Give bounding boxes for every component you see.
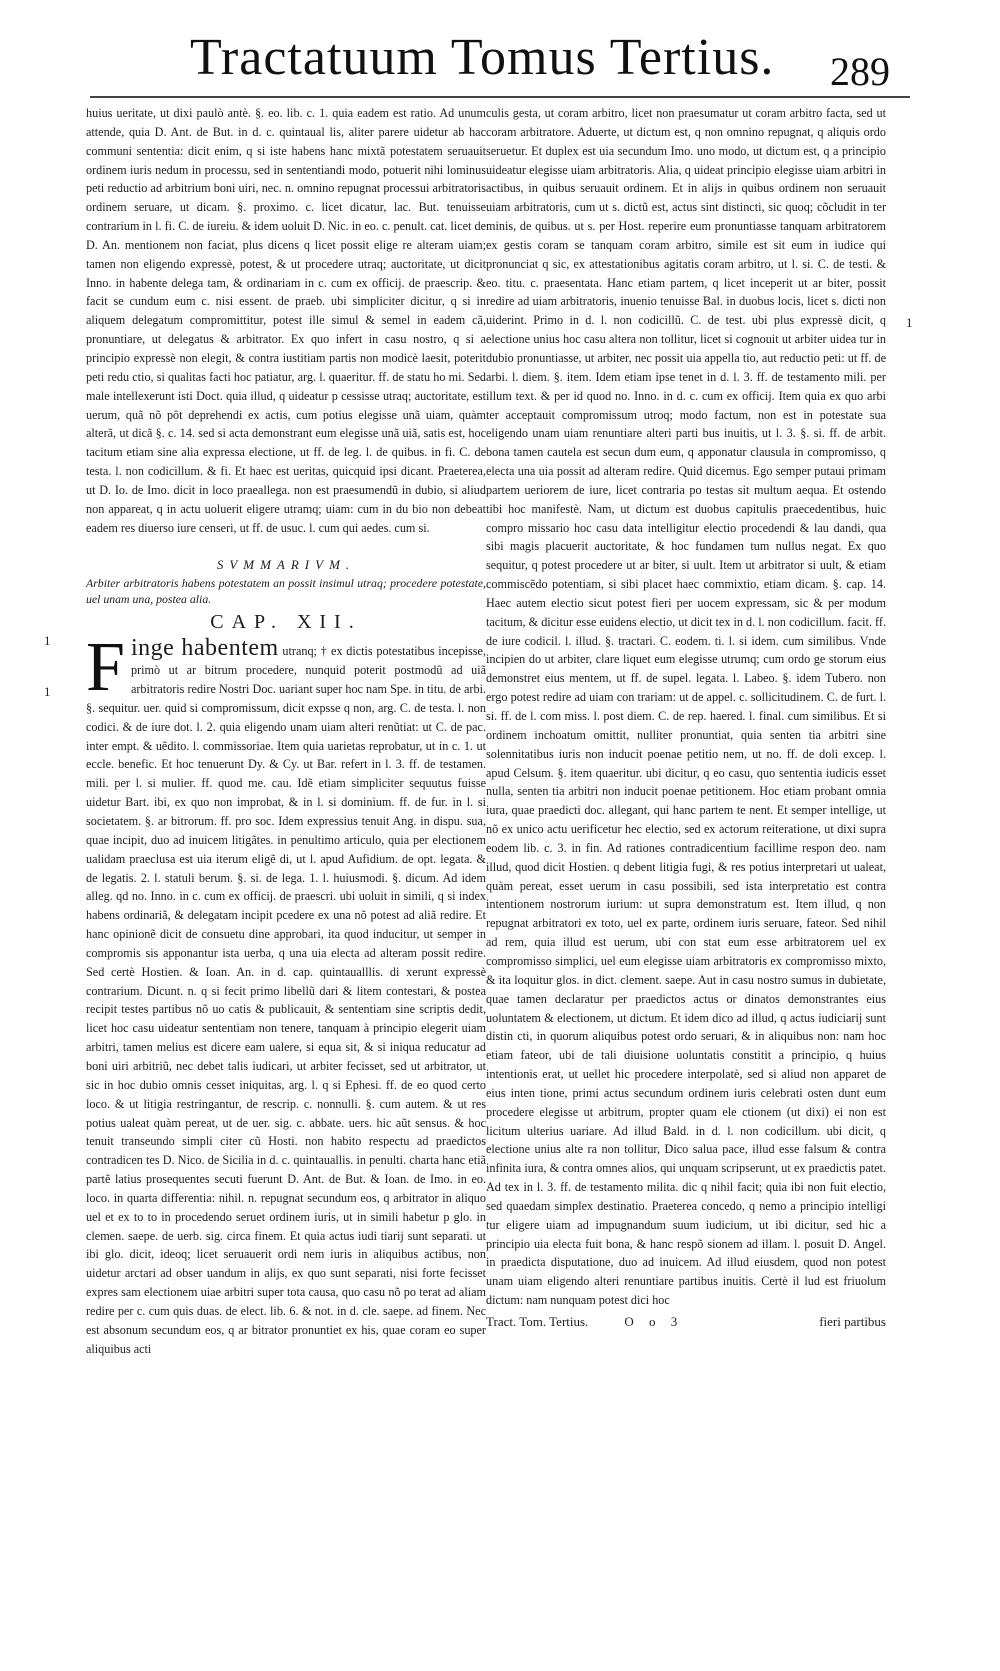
lead-words: inge habentem — [130, 635, 279, 662]
page-number: 289 — [830, 49, 890, 94]
footer-signature-mark: O o 3 — [624, 1314, 684, 1329]
summary-margin-number: 1 — [44, 633, 51, 648]
left-paragraph-1: huius ueritate, ut dixi paulò antè. §. eo. lib. c. 1. quia eadem est ratio. Ad unum attende, quia D. Ant. de But. in d. c. quintaual lis, aliter parere uidetur ab hac communi sententia: dicit enim, q si iste habens hanc mixtã potestatem seruauit ordinem iuris nedum in processu, sed in sententiandi modo, potuerit nihi lominus peti reductio ad arbitrium boni uiri, nec. n. omnino repugnat processui arbitratoris ordinem seruare, ut dicam. §. proximo. c. licet dicatur, lac. But. tenuisse contrarium in l. fi. C. de iureiu. & idem uoluit D. Nic. in eo. c. penult. cat. licet de D. An. mentionem non faciat, plus dicens q licet possit elige re alteram uiam; tamen non eligendo expressè, potest, & ut procedere utraq; auctoritate, ut dicit Inno. in habente delega tam, & ordinariam in c. cum ex officij. de praescrip. & facit se cundum eum c. nisi essent. de praeb. ubi simpliciter dicitur, q si in aliquem delegatum compromittitur, potest ille simul & semel in eadem cã, pronuntiare, ut delegatus & arbitrator. Ex quo infert in casu nostro, q si a principio expressè non elegit, & contra iustitiam partis non modicè laesit, poterit peti redu ctio, si qualitas facti hoc patiatur, arg. l. quaeritur. ff. de statu ho mi. Sed male intellexerunt isti Doct. quia illud, q uideatur p cessisse utraq; auctoritate, est uerum, quã nõ pôt deprehendi ex actis, cum potius elegisse unã uiam, quàm alterã, ut dicã §. c. 14. sed si acta demonstrant eum elegisse unã uiã, satis est, hoc tacitum etiam sine alia expressa electione, ut ff. de leg. l. de quibus. in fi. C. de testa. l. non codicillum. & fi. Et haec est ueritas, quicquid ipsi dicant. Praeterea, ut D. Io. de Imo. dicit in loco praeallega. non est praesumendũ in dubio, si aliud non appareat, q in actu uoluerit eligere utramq; uiam: cum in du bio non debeat eadem res diuerso iure censeri, ut ff. de usuc. l. cum qui aedes. cum si. — [86, 106, 486, 535]
left-paragraph-2 — [86, 629, 486, 1358]
summary-text: Arbiter arbitratoris habens potestatem an possit insimul utraq; procedere potestate, uel unam una, postea alia. — [86, 576, 486, 607]
right-column — [486, 104, 886, 1332]
left-column — [86, 104, 486, 1358]
running-title: Tractatuum Tomus Tertius. — [190, 29, 775, 86]
left-paragraph-2-text: utranq; † ex dictis potestatibus incepisse, primò ut ar bitrum procedere, nunquid poterit postmodû ad uiã arbitratoris redire Nostri Doc. uariant super hoc nam Spe. in titu. de arbi. §. sequitur. uer. quid si compromissum, dicit expsse q non, arg. C. de testa. l. non codici. & de iure dot. l. 2. quia eligendo unam uiam alteri renũtiat: ut C. de pac. inter empt. & uẽdito. l. commissoriae. Item quia uarietas reprobatur, ut in c. 1. ut eccle. benefic. Et hoc tenuerunt Dy. & Cy. ut Bar. refert in l. 3. ff. de testamen. mili. per l. si mulier. ff. quod me. cau. Idẽ etiam simpliciter sequutus fuisse uidetur Bart. ibi, ex quo non improbat, & in l. si dominium. ff. de fur. in l. si societatem. §. ar bitrorum. ff. pro soc. Idem expressius tenuit Ang. in dispu. sua, quae incipit, duo ad inuicem litigãtes. in penultimo articulo, quia per electionem ualidam praeclusa est uia iterum eligẽ di, ut l. apud Aufidium. de opt. legata. & de legatis. 2. l. statuli berum. §. si. de lega. 1. l. huiusmodi. §. dicum. Ad idem alleg. qd no. Inno. in c. cum ex officij. de praescri. ubi uoluit in simili, q si index habens ordinariã, & delegatam incipit pcedere ex una nõ potest ad aliã redire. Et hanc opinionẽ dicit de consuetu dine approbari, ita quod inducitur, ut semper in compromis sis apponantur ista uerba, q una uia electa ad alteram possit redire. Sed certè Hostien. & Ioan. An. in d. cap. quintaualllis. di xerunt expressè contrarium. Dicunt. n. q si fecit primo libellũ dari & litem contestari, & postea recipit testes partibus nõ uo catis & publicauit, & sententiam sine scriptis dedit, licet hoc casu uideatur sententiam non tenere, tanquam à principio elegerit uiam arbitri, tamen melius est dicere eam ualere, si equa sit, & si iniqua reducatur ad boni uiri arbitriũ, nec debet talis iudicari, ut arbiter fecisset, sed ut arbitrator, ut sic in hoc dubio omnis cesset iniquitas, arg. l. q si Ephesi. ff. de eo quod certo loco. & ut litigia restringantur, de rescrip. c. nonnulli. §. cum autem. & ut res potius ualeat quàm pereat, ut de uer. sig. c. abbate. uers. hic aũt sensus. & hoc tenuit transeundo simpli citer cũ Hosti. non habito respectu ad praedictos contradicen tes D. Nico. de Sicilia in d. c. quintauallis. in penulti. charta hanc etiã partẽ latius prosequentes secuti fuerunt D. Ant. de But. & Ioan. de Imo. in eo. loco. in quarta differentia: nihil. n. repugnat secundum eos, q arbitrator in aliquo uel et ex to to in procedendo seruet ordinem iuris, ut in simili habetur p glo. in clemen. saepe. de uerb. sig. circa finem. Et quia actus iudi tiarij sunt separati. ut ibi glo. dicit, ideoq; licet seruauerit ordi nem iuris in aliquibus actibus, non uidetur arctari ad obser uandum in alijs, ex quo sunt separati, nisi forte fecisset expres sam electionem uiae arbitri super tota causa, quo casu nõ po terat ad aliam redire per c. cum quis duas. de elect. lib. 6. & not. in d. cle. saepe. ad finem. Nec est absonum secundum eos, q ar bitrator pronuntiet ex his, quae coram eo super aliquibus acti — [86, 644, 486, 1356]
footer-line — [486, 1312, 886, 1332]
summary-title: SVMMARIVM. — [216, 557, 356, 573]
chapter-margin-number: 1 — [44, 684, 51, 699]
footer-signature-label: Tract. Tom. Tertius. — [486, 1314, 589, 1329]
right-margin-number: 1 — [906, 315, 913, 330]
right-paragraph-1: culis gesta, ut coram arbitro, licet non praesumatur ut coram arbitro facta, sed ut coram arbitratore. Aduerte, ut dictum est, q non omnino repugnat, q aliquis ordo seruetur. Et duplex est uia secundum Imo. uno modo, ut dictum est, q a principio uideatur elegisse uiam arbitratoris. Alia, q uideat principio elegisse uiam arbitri in actibus, in quibus seruauit ordinem. Et in alijs in quibus ordinem non seruauit uiam arbitratoris, cum ut s. dictũ est, actus sint distincti, sic quoq; cõcludit in ter minis, de quibus. ut s. per Host. reperire eum pronuntiasse tanquam arbitratorem ex gestis coram se tanquam coram arbitro, simile est sit eum in iudice qui pronunciat q sic, ex attestationibus agitatis coram arbitro, ut l. si. C. de testi. & eo. titu. c. praesentata. Hanc etiam partem, q licet inceperit ut ar biter, possit redire ad uiam arbitratoris, inuenio tenuisse Bal. in duobus locis, licet s. dicti non uiderint. Primo in d. l. non codicillũ. C. de test. ubi plus expressè dicit, q electione unius hoc casu altera non tollitur, licet si cognouit ut arbiter uidea tur in dubio pronuntiasse, ut arbiter, nec possit uia appella tio, aut reductio peti: ut ff. de arbi. l. diem. §. item. Idem etiam ipse tenet in d. l. 3. ff. de testamento mili. per illum text. & per id quod no. Inno. in d. c. cum ex officij. Item quia ex quo arbi ter acceptauit compromissum utroq; modo factum, non est in potestate sua eligendo unam uiam renuntiare alteri parti bus inuitis, ut l. 3. §. si. ff. de arbit. bona tamen cautela est secun dum eum, q apponatur clausula in compromisso, q electa una uia possit ad alteram redire. Quid dicemus. Ego semper putaui primam partem ueriorem de iure, licet contraria po testas sit multum aequa. Et ostendo tibi hoc manifestè. Nam, ut dictum est duobus capitulis praecedentibus, huic compro missario hoc casu data intelligitur electio procedendi & lau dandi, qua sibi magis placuerit auctoritate, & hoc fundamen tum nullus negat. Ex quo sequitur, q potest procedere ut ar biter, si uult. Item ut arbitrator si uult, & etiam commiscẽdo potentiam, si sibi placet haec commixtio, etiam dicam. §. cap. 14. Haec autem electio sicut potest fieri per uocem expressam, sic & per modum tacitum, & dicitur esse euidens electio, ut dicit tex in d. l. non codicillum. facit. ff. de iure codicil. l. illud. §. tractari. C. eodem. ti. l. si idem. cum similibus. Vnde incipien do ut arbiter, clare liquet eum elegisse utrumq; cum ordo ge storum eius demonstret eius mentem, ut ff. de supel. legata. l. Labeo. §. idem Tubero. non ergo potest redire ad uiam con trariam: ut de appel. c. sollicitudinem. C. de furt. l. si. ff. de l. com miss. l. post diem. C. de rep. haered. l. final. cum similibus. Et si ordinem inchoatum omittit, nulliter pronuntiat, quia senten tia arbitri sine solennitatibus iuris non inducit poenae petitio nem, ut no. ff. de doli excep. l. apud Celsum. §. item quaeritur. ubi dicitur, q eo casu, quo sententia iudicis esset nulla, senten tia arbitri non inducit poenae petitionem. Hoc etiam probant omnia iura, quae praedicti doc. allegant, qui hanc partem te nent. Et semper intellige, ut nõ ex unico actu uerificetur hec electio, sed ex actorum reiteratione, ut dixi supra eodem lib. c. 3. in fin. Ad rationes contradicentium facillime respon deo. nam illud, quod dicit Hostien. q debent litigia fugi, & res potius interpretari ut ualeat, quàm pereat, esset uerum in casu possibili, sed ista interpretatio est contra intentionem nostrorum iurium: ut supra demonstratum est. Item illud, q non repugnat arbitratori ex toto, uel ex parte, ordinem iuris seruare, fateor. Sed nihil ad rem, quia illud est uerum, ubi con stat eum esse arbitratorem uel ex compromisso simplici, uel eum elegisse uiam arbitratoris ex compromisso mixto, & ita loquitur glos. in dict. clement. saepe. Aut in casu nostro sumus in dubietate, quae tamen declaratur per praedictos actus or dinatos demonstrantes eius uoluntatem & electionem, ut dictum. Et idem dico ad illud, q actus iudiciarij sunt distin cti, in quorum aliquibus potest ordo seruari, & in aliquibus non: nam hoc etiam fateor, ubi de tali diuisione uoluntatis constitit a principio, q huius intentionis erat, ut uellet hic procedere interpolatè, sed si aliud non apparet de eius inten tione, primi actus secundum ordinem iuris celebrati osten dunt eum procedere elegisse ut arbitrum, propter quam ele ctionem (ut dixi) ei non est licitum ulterius uariare. Ad illud Bald. in d. l. non codicillum. ubi dicit, q electione unius alte ra non tollitur, Dico salua pace, illud esse falsum & contra infinita iura, & contra omnes alios, qui unquam scripserunt, ut ex praedictis patet. Ad tex in l. 3. ff. de testamento milita. dic q nihil facit; quia ibi non fuit electio, sed quaedam simplex destinatio. Praeterea concedo, q nemo a principio intelligi tur eligere uiam ad impugnandum suum iudicium, ut ibi dicitur, sed hic a principio uia electa fuit bona, & hanc respõ sionem ad illam. l. posuit D. Angel. in praedicta disputatione, duo ad inuicem. Ad illud eiusdem, quod non potest unam uiam eligendo alteri renuntiare partibus inuitis. Certè il lud est friuolum dictum: nam nunquam potest dici hoc — [486, 106, 886, 1308]
footer-catchword: fieri partibus — [819, 1314, 886, 1329]
header-rule — [90, 96, 910, 98]
dropcap-letter: F — [86, 629, 125, 707]
chapter-heading: CAP. XII. — [210, 611, 362, 634]
